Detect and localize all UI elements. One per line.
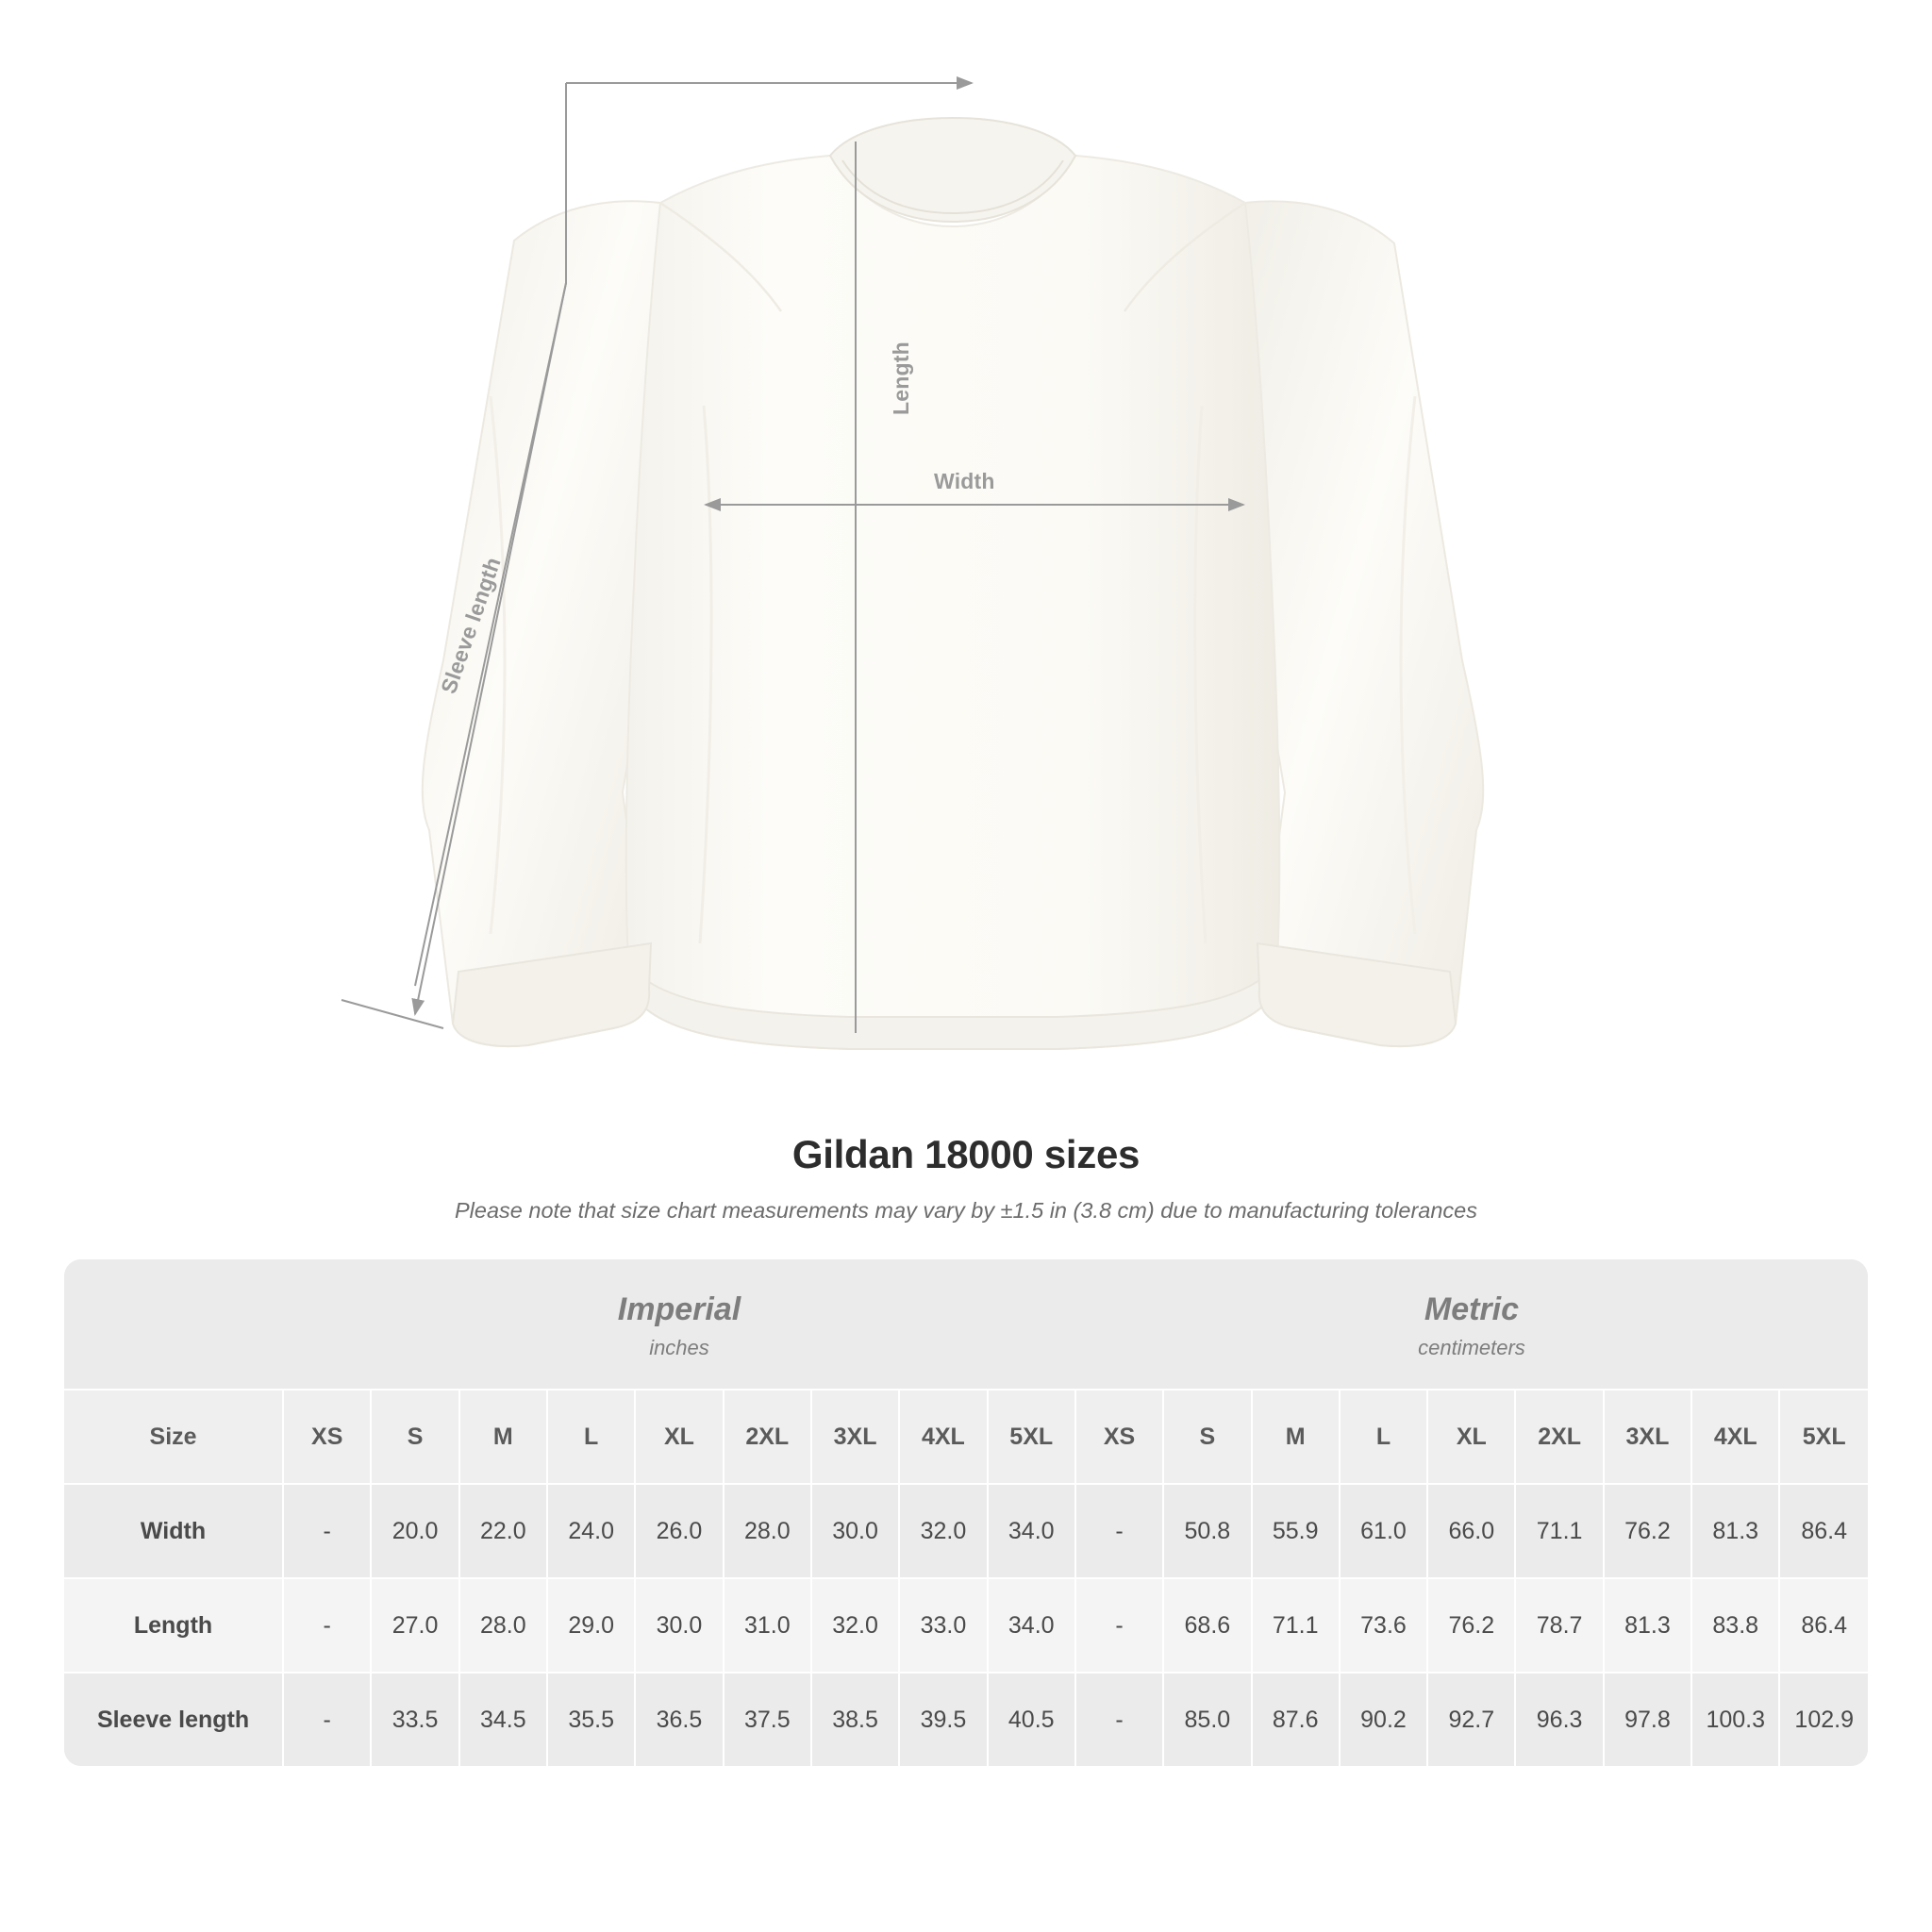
header-metric-4xl: 4XL bbox=[1691, 1390, 1779, 1484]
header-imperial-m: M bbox=[459, 1390, 547, 1484]
width-metric-4xl: 81.3 bbox=[1691, 1484, 1779, 1578]
unit-spacer-cell bbox=[64, 1259, 283, 1390]
width-imperial-m: 22.0 bbox=[459, 1484, 547, 1578]
header-imperial-l: L bbox=[547, 1390, 635, 1484]
width-metric-5xl: 86.4 bbox=[1779, 1484, 1868, 1578]
header-metric-l: L bbox=[1340, 1390, 1427, 1484]
size-table bbox=[64, 1259, 1868, 1766]
header-metric-3xl: 3XL bbox=[1604, 1390, 1691, 1484]
width-imperial-3xl: 30.0 bbox=[811, 1484, 899, 1578]
sleeve-imperial-s: 33.5 bbox=[371, 1673, 458, 1766]
header-metric-xs: XS bbox=[1075, 1390, 1163, 1484]
length-imperial-xs: - bbox=[283, 1578, 371, 1673]
length-metric-2xl: 78.7 bbox=[1515, 1578, 1603, 1673]
size-table-wrapper bbox=[64, 1259, 1868, 1766]
unit-metric-sub: centimeters bbox=[1418, 1336, 1525, 1359]
sleeve-imperial-xl: 36.5 bbox=[635, 1673, 723, 1766]
header-metric-2xl: 2XL bbox=[1515, 1390, 1603, 1484]
header-metric-5xl: 5XL bbox=[1779, 1390, 1868, 1484]
length-label: Length bbox=[889, 341, 913, 415]
sleeve-metric-4xl: 100.3 bbox=[1691, 1673, 1779, 1766]
unit-metric-name: Metric bbox=[1424, 1291, 1520, 1327]
row-label-width: Width bbox=[64, 1484, 283, 1578]
sleeve-imperial-m: 34.5 bbox=[459, 1673, 547, 1766]
sleeve-imperial-2xl: 37.5 bbox=[724, 1673, 811, 1766]
length-metric-s: 68.6 bbox=[1163, 1578, 1251, 1673]
width-label: Width bbox=[934, 469, 995, 493]
width-imperial-l: 24.0 bbox=[547, 1484, 635, 1578]
sleeve-metric-m: 87.6 bbox=[1252, 1673, 1340, 1766]
row-label-sleeve-length: Sleeve length bbox=[64, 1673, 283, 1766]
row-label-length: Length bbox=[64, 1578, 283, 1673]
page-title: Gildan 18000 sizes bbox=[791, 1132, 1141, 1176]
unit-imperial-cell bbox=[283, 1259, 1075, 1390]
sleeve-metric-xs: - bbox=[1075, 1673, 1163, 1766]
length-imperial-s: 27.0 bbox=[371, 1578, 458, 1673]
sleeve-imperial-l: 35.5 bbox=[547, 1673, 635, 1766]
sleeve-metric-3xl: 97.8 bbox=[1604, 1673, 1691, 1766]
length-imperial-l: 29.0 bbox=[547, 1578, 635, 1673]
tolerance-note: Please note that size chart measurements may vary by ±1.5 in (3.8 cm) due to manufacturing tolerances bbox=[455, 1198, 1477, 1223]
length-metric-xs: - bbox=[1075, 1578, 1163, 1673]
width-metric-m: 55.9 bbox=[1252, 1484, 1340, 1578]
length-imperial-4xl: 33.0 bbox=[899, 1578, 987, 1673]
length-metric-m: 71.1 bbox=[1252, 1578, 1340, 1673]
unit-header-row bbox=[64, 1259, 1868, 1390]
length-metric-3xl: 81.3 bbox=[1604, 1578, 1691, 1673]
sleeve-metric-l: 90.2 bbox=[1340, 1673, 1427, 1766]
length-metric-l: 73.6 bbox=[1340, 1578, 1427, 1673]
header-imperial-4xl: 4XL bbox=[899, 1390, 987, 1484]
width-metric-2xl: 71.1 bbox=[1515, 1484, 1603, 1578]
width-metric-xl: 66.0 bbox=[1427, 1484, 1515, 1578]
width-imperial-xs: - bbox=[283, 1484, 371, 1578]
sleeve-metric-5xl: 102.9 bbox=[1779, 1673, 1868, 1766]
header-imperial-3xl: 3XL bbox=[811, 1390, 899, 1484]
header-imperial-xl: XL bbox=[635, 1390, 723, 1484]
unit-imperial-name: Imperial bbox=[617, 1291, 741, 1327]
length-imperial-5xl: 34.0 bbox=[988, 1578, 1075, 1673]
length-metric-xl: 76.2 bbox=[1427, 1578, 1515, 1673]
title-block bbox=[0, 1132, 1932, 1224]
unit-metric-cell bbox=[1075, 1259, 1868, 1390]
table-row bbox=[64, 1673, 1868, 1766]
sweatshirt-shape bbox=[423, 118, 1483, 1049]
unit-imperial-sub: inches bbox=[649, 1336, 709, 1359]
length-imperial-2xl: 31.0 bbox=[724, 1578, 811, 1673]
table-row bbox=[64, 1484, 1868, 1578]
sleeve-imperial-xs: - bbox=[283, 1673, 371, 1766]
width-imperial-xl: 26.0 bbox=[635, 1484, 723, 1578]
sleeve-imperial-4xl: 39.5 bbox=[899, 1673, 987, 1766]
header-metric-s: S bbox=[1163, 1390, 1251, 1484]
sleeve-metric-s: 85.0 bbox=[1163, 1673, 1251, 1766]
size-header-row bbox=[64, 1390, 1868, 1484]
sleeve-imperial-3xl: 38.5 bbox=[811, 1673, 899, 1766]
width-metric-xs: - bbox=[1075, 1484, 1163, 1578]
width-imperial-2xl: 28.0 bbox=[724, 1484, 811, 1578]
header-metric-xl: XL bbox=[1427, 1390, 1515, 1484]
width-metric-s: 50.8 bbox=[1163, 1484, 1251, 1578]
length-imperial-m: 28.0 bbox=[459, 1578, 547, 1673]
sleeve-metric-2xl: 96.3 bbox=[1515, 1673, 1603, 1766]
header-imperial-5xl: 5XL bbox=[988, 1390, 1075, 1484]
header-imperial-s: S bbox=[371, 1390, 458, 1484]
width-imperial-s: 20.0 bbox=[371, 1484, 458, 1578]
length-imperial-3xl: 32.0 bbox=[811, 1578, 899, 1673]
sleeve-metric-xl: 92.7 bbox=[1427, 1673, 1515, 1766]
length-imperial-xl: 30.0 bbox=[635, 1578, 723, 1673]
header-imperial-xs: XS bbox=[283, 1390, 371, 1484]
width-metric-l: 61.0 bbox=[1340, 1484, 1427, 1578]
length-metric-5xl: 86.4 bbox=[1779, 1578, 1868, 1673]
width-metric-3xl: 76.2 bbox=[1604, 1484, 1691, 1578]
header-imperial-2xl: 2XL bbox=[724, 1390, 811, 1484]
table-row bbox=[64, 1578, 1868, 1673]
length-metric-4xl: 83.8 bbox=[1691, 1578, 1779, 1673]
size-corner-label: Size bbox=[64, 1390, 283, 1484]
sleeve-length-label: Sleeve length bbox=[436, 554, 506, 697]
header-metric-m: M bbox=[1252, 1390, 1340, 1484]
sleeve-imperial-5xl: 40.5 bbox=[988, 1673, 1075, 1766]
width-imperial-4xl: 32.0 bbox=[899, 1484, 987, 1578]
width-imperial-5xl: 34.0 bbox=[988, 1484, 1075, 1578]
